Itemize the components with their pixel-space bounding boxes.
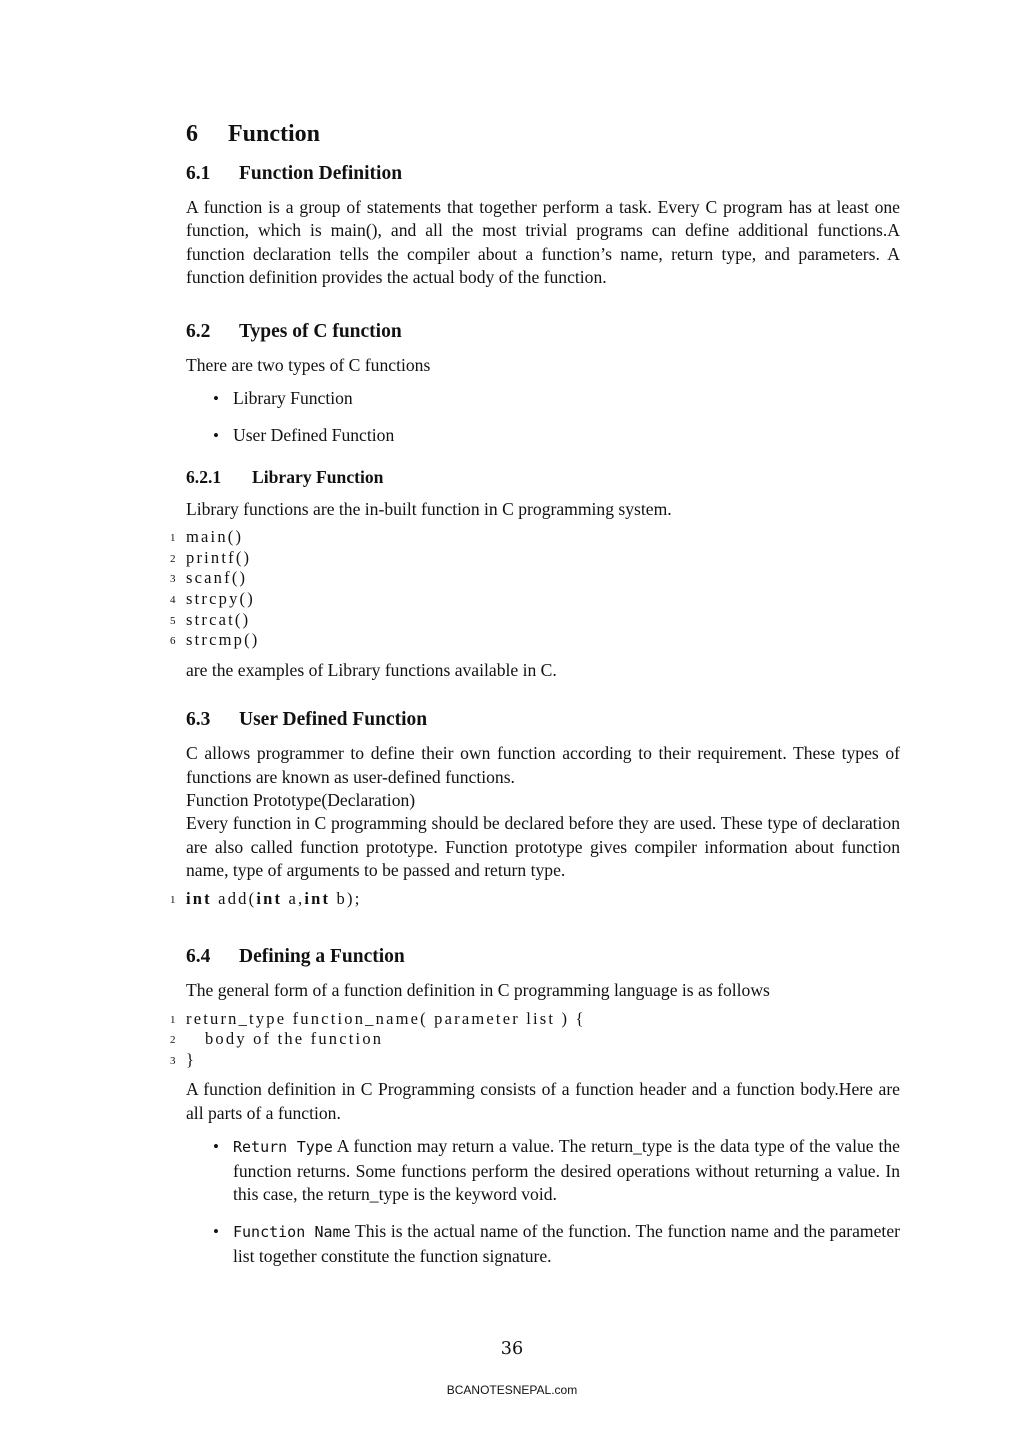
term: Function Name xyxy=(233,1223,351,1242)
prototype-label: Function Prototype(Declaration) xyxy=(186,790,416,811)
section-heading-6-2 xyxy=(186,320,900,344)
code-line: 2 body of the function xyxy=(170,1029,384,1049)
code-line: 1 int add(int a,int b); xyxy=(170,888,362,908)
section-title: Library Function xyxy=(252,466,384,487)
list-item-text: A function may return a value. The return_type is the data type of the value the function returns. Some functions perform the desired operations without returning a value. In this case, the return_type is the keyword void. xyxy=(233,1136,900,1205)
section-number: 6.3 xyxy=(186,709,211,731)
chapter-title: Function xyxy=(228,121,321,147)
list-item xyxy=(186,424,900,447)
library-intro: Library functions are the in-built function in C programming system. xyxy=(186,498,672,519)
section-number: 6.1 xyxy=(186,163,211,184)
section-title: Function Definition xyxy=(239,163,403,184)
chapter-heading xyxy=(186,120,900,148)
function-parts-list xyxy=(186,1135,900,1268)
chapter-number: 6 xyxy=(186,121,198,147)
list-item xyxy=(186,1220,900,1268)
bullet-icon: • xyxy=(213,1137,219,1157)
types-list xyxy=(186,387,900,448)
definition-code-listing xyxy=(170,1008,900,1071)
document-page xyxy=(170,112,900,1282)
section-number: 6.2.1 xyxy=(186,466,222,487)
bullet-icon: • xyxy=(213,426,219,446)
library-outro: are the examples of Library functions available in C. xyxy=(186,659,557,680)
user-defined-paragraph-2: Every function in C programming should be declared before they are used. These type of declaration are also called function prototype. Function prototype gives compiler information about function name, type of arguments to be passed and return type. xyxy=(186,813,900,881)
code-line: 2 printf() xyxy=(170,547,252,567)
list-item-text: Library Function xyxy=(233,388,353,409)
code-line: 6 strcmp() xyxy=(170,630,260,650)
section-heading-6-4 xyxy=(186,945,900,969)
function-definition-paragraph: A function is a group of statements that together perform a task. Every C program has at least one function, which is main(), and all the most trivial programs can define additional functions.A function declaration tells the compiler about a function’s name, return type, and parameters. A function definition provides the actual body of the function. xyxy=(186,197,900,288)
section-heading-6-3 xyxy=(186,708,900,732)
user-defined-paragraph-1: C allows programmer to define their own function according to their requirement. These types of functions are known as user-defined functions. xyxy=(186,743,900,787)
section-title: Defining a Function xyxy=(239,946,405,968)
code-line: 5 strcat() xyxy=(170,609,251,629)
prototype-code-listing xyxy=(170,888,900,910)
defining-intro: The general form of a function definition in C programming language is as follows xyxy=(186,980,770,1001)
subsection-heading-6-2-1 xyxy=(186,466,900,488)
section-number: 6.4 xyxy=(186,946,211,968)
list-item-text: This is the actual name of the function. The function name and the parameter list together constitute the function signature. xyxy=(233,1221,900,1266)
list-item-text: User Defined Function xyxy=(233,425,395,446)
section-title: User Defined Function xyxy=(239,709,428,731)
list-item xyxy=(186,387,900,410)
code-line: 1 return_type function_name( parameter list ) { xyxy=(170,1008,586,1028)
code-line: 3 } xyxy=(170,1049,197,1069)
code-line: 3 scanf() xyxy=(170,568,248,588)
bullet-icon: • xyxy=(213,1222,219,1242)
defining-paragraph: A function definition in C Programming consists of a function header and a function body.Here are all parts of a function. xyxy=(186,1079,900,1123)
section-heading-6-1 xyxy=(186,162,900,186)
section-title: Types of C function xyxy=(239,320,402,342)
footer-watermark: BCANOTESNEPAL.com xyxy=(446,1383,578,1397)
bullet-icon: • xyxy=(213,389,219,409)
code-line: 4 strcpy() xyxy=(170,589,255,609)
library-code-listing xyxy=(170,527,900,651)
list-item xyxy=(186,1135,900,1206)
section-number: 6.2 xyxy=(186,320,211,342)
types-intro: There are two types of C functions xyxy=(186,354,431,375)
code-line: 1 main() xyxy=(170,527,244,547)
term: Return Type xyxy=(233,1138,333,1157)
page-number: 36 xyxy=(500,1339,524,1359)
